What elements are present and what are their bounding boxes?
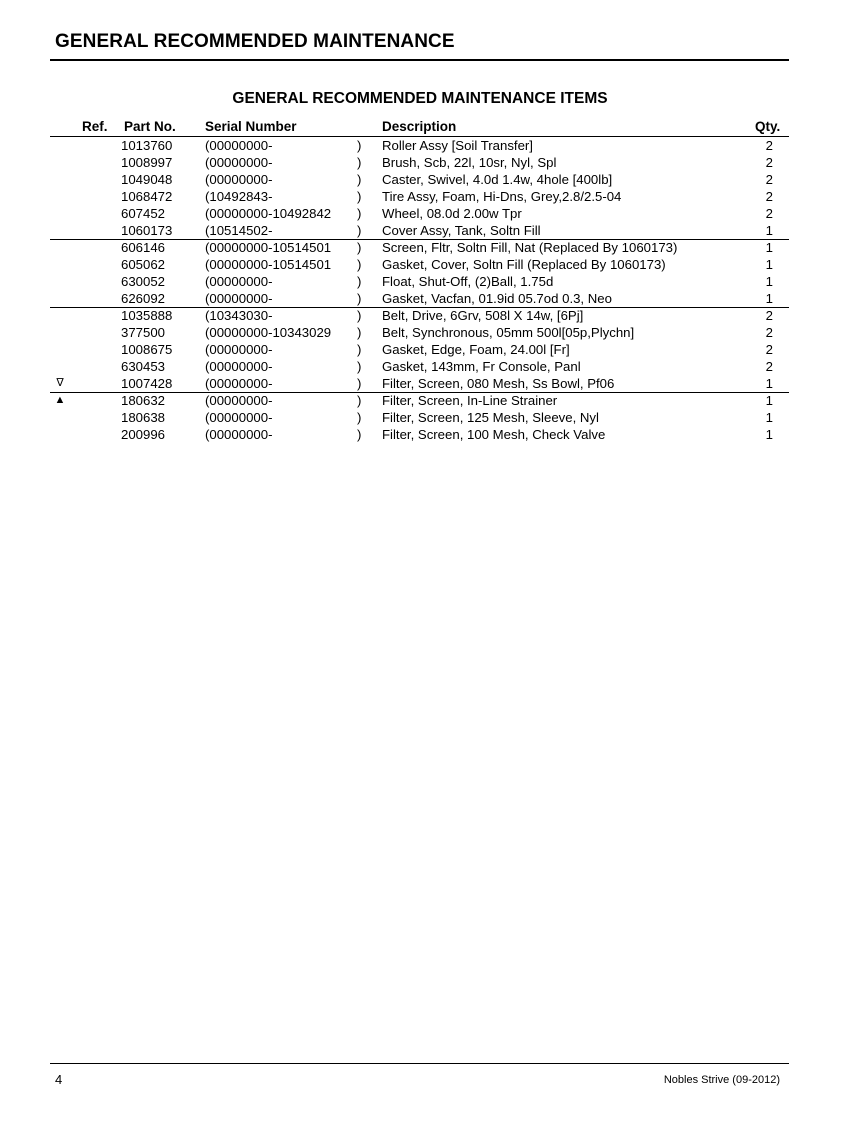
row-description: Roller Assy [Soil Transfer] [382, 138, 533, 153]
table-row [50, 256, 789, 273]
table-row [50, 137, 789, 154]
table-row [50, 358, 789, 375]
row-description: Gasket, Edge, Foam, 24.00l [Fr] [382, 342, 570, 357]
row-part-no: 1008997 [121, 155, 173, 170]
row-serial-close: ) [357, 376, 362, 391]
row-serial-number: (00000000- [205, 359, 273, 374]
row-part-no: 1007428 [121, 376, 173, 391]
row-serial-number: (00000000- [205, 342, 273, 357]
row-part-no: 605062 [121, 257, 166, 272]
row-serial-number: (00000000-10514501 [205, 240, 332, 255]
table-row [50, 273, 789, 290]
row-ref-symbol: ▲ [54, 394, 66, 406]
row-serial-number: (00000000- [205, 376, 273, 391]
row-serial-close: ) [357, 291, 362, 306]
row-qty: 2 [765, 172, 773, 187]
row-serial-number: (10514502- [205, 223, 273, 238]
header-qty: Qty. [755, 119, 781, 134]
row-qty: 1 [765, 274, 773, 289]
row-serial-close: ) [357, 155, 362, 170]
row-qty: 1 [765, 291, 773, 306]
table-row [50, 392, 789, 409]
row-serial-number: (00000000-10343029 [205, 325, 332, 340]
row-serial-number: (00000000- [205, 138, 273, 153]
row-serial-number: (00000000- [205, 172, 273, 187]
row-serial-number: (10492843- [205, 189, 273, 204]
row-part-no: 200996 [121, 427, 166, 442]
row-serial-number: (10343030- [205, 308, 273, 323]
row-description: Filter, Screen, 100 Mesh, Check Valve [382, 427, 606, 442]
table-row [50, 171, 789, 188]
row-serial-close: ) [357, 206, 362, 221]
table-row [50, 375, 789, 392]
row-part-no: 630052 [121, 274, 166, 289]
row-qty: 2 [765, 206, 773, 221]
row-description: Filter, Screen, 080 Mesh, Ss Bowl, Pf06 [382, 376, 615, 391]
row-description: Gasket, Vacfan, 01.9id 05.7od 0.3, Neo [382, 291, 612, 306]
header-serial-number: Serial Number [205, 119, 297, 134]
row-qty: 1 [765, 393, 773, 408]
row-serial-number: (00000000- [205, 291, 273, 306]
row-qty: 2 [765, 155, 773, 170]
page-number: 4 [55, 1072, 63, 1087]
row-serial-number: (00000000-10492842 [205, 206, 332, 221]
row-serial-close: ) [357, 257, 362, 272]
row-qty: 1 [765, 257, 773, 272]
row-description: Gasket, Cover, Soltn Fill (Replaced By 1060173) [382, 257, 666, 272]
row-qty: 1 [765, 410, 773, 425]
row-description: Float, Shut-Off, (2)Ball, 1.75d [382, 274, 554, 289]
row-qty: 2 [765, 342, 773, 357]
title-rule [50, 59, 789, 61]
row-description: Gasket, 143mm, Fr Console, Panl [382, 359, 581, 374]
row-qty: 1 [765, 427, 773, 442]
row-qty: 2 [765, 359, 773, 374]
row-part-no: 1049048 [121, 172, 173, 187]
row-part-no: 1060173 [121, 223, 173, 238]
row-description: Filter, Screen, In-Line Strainer [382, 393, 558, 408]
table-row [50, 154, 789, 171]
row-description: Belt, Synchronous, 05mm 500l[05p,Plychn] [382, 325, 635, 340]
row-serial-close: ) [357, 240, 362, 255]
row-part-no: 1008675 [121, 342, 173, 357]
row-description: Screen, Fltr, Soltn Fill, Nat (Replaced By 1060173) [382, 240, 678, 255]
table-row [50, 426, 789, 443]
row-serial-number: (00000000- [205, 393, 273, 408]
table-row [50, 188, 789, 205]
row-description: Caster, Swivel, 4.0d 1.4w, 4hole [400lb] [382, 172, 613, 187]
row-serial-close: ) [357, 427, 362, 442]
row-description: Tire Assy, Foam, Hi-Dns, Grey,2.8/2.5-04 [382, 189, 622, 204]
table-row [50, 409, 789, 426]
page-title: GENERAL RECOMMENDED MAINTENANCE [55, 31, 455, 52]
row-part-no: 626092 [121, 291, 166, 306]
row-part-no: 377500 [121, 325, 166, 340]
group-divider [50, 392, 789, 393]
row-serial-close: ) [357, 138, 362, 153]
row-qty: 1 [765, 240, 773, 255]
row-description: Brush, Scb, 22l, 10sr, Nyl, Spl [382, 155, 557, 170]
row-qty: 1 [765, 223, 773, 238]
group-divider [50, 307, 789, 308]
row-serial-number: (00000000- [205, 155, 273, 170]
row-qty: 2 [765, 138, 773, 153]
row-part-no: 607452 [121, 206, 166, 221]
row-description: Belt, Drive, 6Grv, 508l X 14w, [6Pj] [382, 308, 584, 323]
row-part-no: 180632 [121, 393, 166, 408]
group-divider [50, 239, 789, 240]
table-row [50, 290, 789, 307]
row-part-no: 1068472 [121, 189, 173, 204]
table-row [50, 222, 789, 239]
row-serial-number: (00000000- [205, 427, 273, 442]
row-qty: 1 [765, 376, 773, 391]
footer-rule [50, 1063, 789, 1064]
row-qty: 2 [765, 189, 773, 204]
row-part-no: 1013760 [121, 138, 173, 153]
row-description: Filter, Screen, 125 Mesh, Sleeve, Nyl [382, 410, 599, 425]
row-ref-symbol: ∇ [56, 377, 64, 389]
row-part-no: 606146 [121, 240, 166, 255]
section-title: GENERAL RECOMMENDED MAINTENANCE ITEMS [232, 90, 608, 107]
row-serial-close: ) [357, 342, 362, 357]
table-row [50, 239, 789, 256]
row-serial-number: (00000000- [205, 274, 273, 289]
header-ref: Ref. [82, 119, 108, 134]
row-part-no: 180638 [121, 410, 166, 425]
footer-title: Nobles Strive (09-2012) [663, 1074, 780, 1086]
table-row [50, 205, 789, 222]
row-serial-close: ) [357, 410, 362, 425]
row-serial-close: ) [357, 223, 362, 238]
header-description: Description [382, 119, 457, 134]
row-serial-close: ) [357, 172, 362, 187]
row-serial-close: ) [357, 393, 362, 408]
table-row [50, 341, 789, 358]
table-row [50, 307, 789, 324]
row-serial-close: ) [357, 359, 362, 374]
row-part-no: 630453 [121, 359, 166, 374]
row-qty: 2 [765, 308, 773, 323]
row-serial-close: ) [357, 325, 362, 340]
row-part-no: 1035888 [121, 308, 173, 323]
header-part-no: Part No. [124, 119, 176, 134]
row-qty: 2 [765, 325, 773, 340]
row-serial-close: ) [357, 274, 362, 289]
row-serial-close: ) [357, 189, 362, 204]
row-description: Cover Assy, Tank, Soltn Fill [382, 223, 541, 238]
table-row [50, 324, 789, 341]
row-serial-number: (00000000- [205, 410, 273, 425]
row-serial-number: (00000000-10514501 [205, 257, 332, 272]
row-description: Wheel, 08.0d 2.00w Tpr [382, 206, 522, 221]
row-serial-close: ) [357, 308, 362, 323]
